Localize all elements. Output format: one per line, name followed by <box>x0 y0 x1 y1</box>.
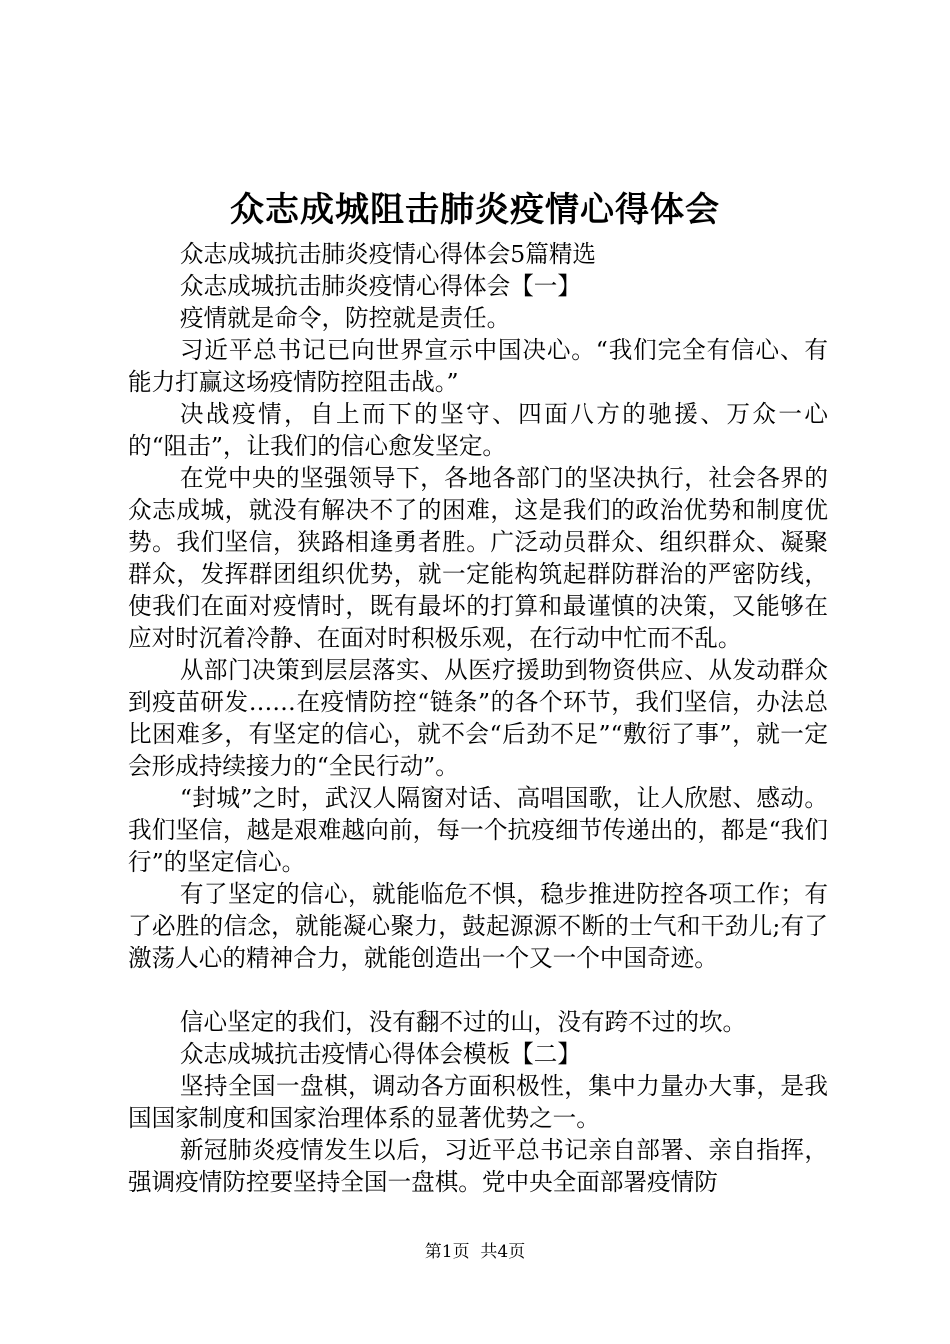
paragraph: 信心坚定的我们，没有翻不过的山，没有跨不过的坎。 <box>179 1008 747 1036</box>
paragraph: 疫情就是命令，防控就是责任。 <box>179 304 511 332</box>
paragraph: 在党中央的坚强领导下，各地各部门的坚决执行，社会各界的众志成城，就没有解决不了的困难，这是我们的政治优势和制度优势。我们坚信，狭路相逢勇者胜。广泛动员群众、组织群众、凝聚群众，发挥群团组织优势，就一定能构筑起群防群治的严密防线，使我们在面对疫情时，既有最坏的打算和最谨慎的决策，又能够在应对时沉着冷静、在面对时积极乐观，在行动中忙而不乱。 <box>128 464 828 652</box>
paragraph: 从部门决策到层层落实、从医疗援助到物资供应、从发动群众到疫苗研发……在疫情防控“链条”的各个环节，我们坚信，办法总比困难多，有坚定的信心，就不会“后劲不足”“敷衍了事”，就一定会形成持续接力的“全民行动”。 <box>128 656 828 780</box>
section-heading: 众志成城抗击肺炎疫情心得体会【一】 <box>179 272 581 300</box>
paragraph: 习近平总书记已向世界宣示中国决心。“我们完全有信心、有能力打赢这场疫情防控阻击战。” <box>128 336 828 396</box>
paragraph: 有了坚定的信心，就能临危不惧，稳步推进防控各项工作；有了必胜的信念，就能凝心聚力，鼓起源源不断的士气和干劲儿;有了激荡人心的精神合力，就能创造出一个又一个中国奇迹。 <box>128 880 828 972</box>
document-body <box>128 238 828 1198</box>
paragraph: 决战疫情，自上而下的坚守、四面八方的驰援、万众一心的“阻击”，让我们的信心愈发坚定。 <box>128 400 828 460</box>
document-title: 众志成城阻击肺炎疫情心得体会 <box>230 190 720 230</box>
paragraph: 新冠肺炎疫情发生以后，习近平总书记亲自部署、亲自指挥，强调疫情防控要坚持全国一盘棋。党中央全面部署疫情防 <box>128 1136 828 1196</box>
section-heading: 众志成城抗击疫情心得体会模板【二】 <box>179 1040 581 1068</box>
paragraph: 众志成城抗击肺炎疫情心得体会5篇精选 <box>179 240 597 268</box>
paragraph: “封城”之时，武汉人隔窗对话、高唱国歌，让人欣慰、感动。我们坚信，越是艰难越向前，每一个抗疫细节传递出的，都是“我们行”的坚定信心。 <box>128 784 828 876</box>
page-number: 第1页 共4页 <box>424 1242 526 1262</box>
page-footer <box>0 1240 950 1264</box>
paragraph: 坚持全国一盘棋，调动各方面积极性，集中力量办大事，是我国国家制度和国家治理体系的显著优势之一。 <box>128 1072 828 1132</box>
